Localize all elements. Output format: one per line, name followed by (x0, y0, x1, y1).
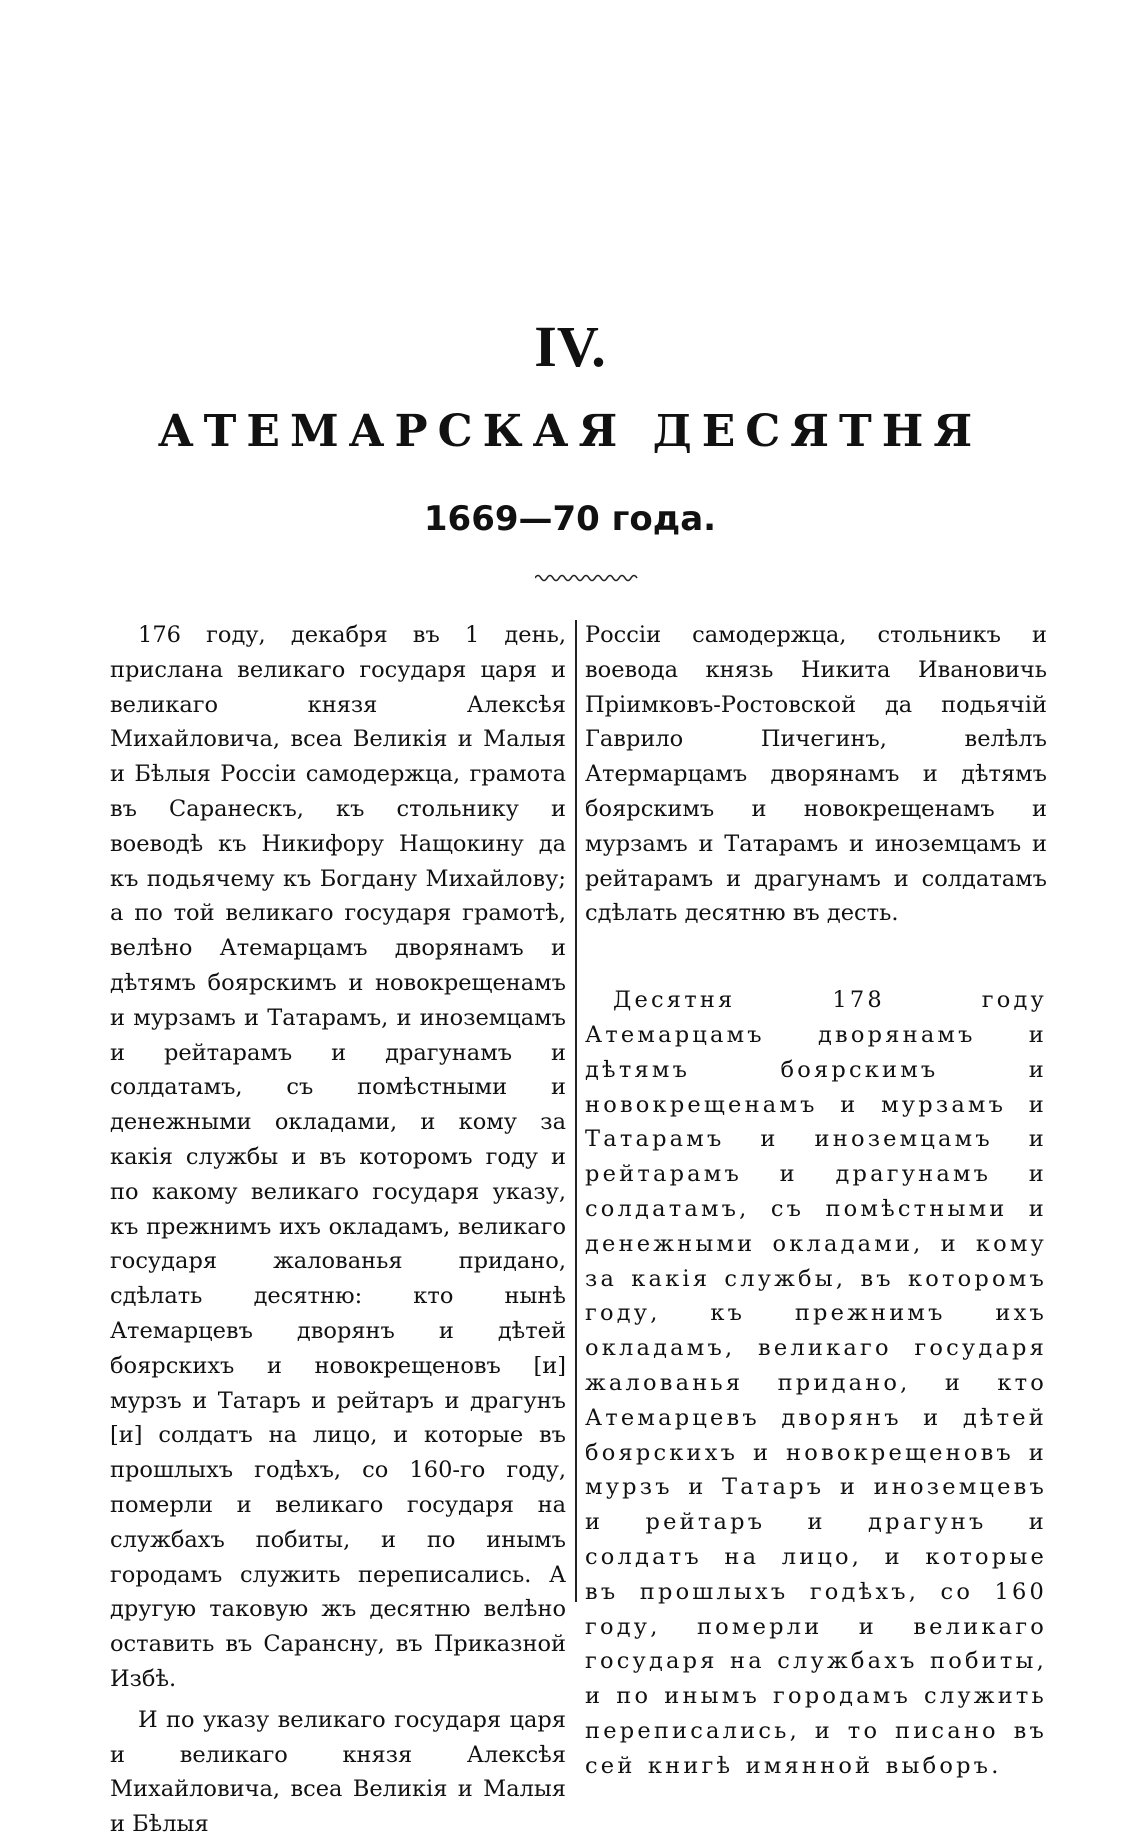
left-paragraph-1: 176 году, декабря въ 1 день, прислана великаго государя царя и великаго князя Алексѣя Михайловича, всеа Великія и Малыя и Бѣлыя Россіи самодержца, грамота въ Саранескъ, къ стольнику и воеводѣ къ Никифору Нащокину да къ подьячему къ Богдану Михайлову; а по той великаго государя грамотѣ, велѣно Атемарцамъ дворянамъ и дѣтямъ боярскимъ и новокрещенамъ и мурзамъ и Татарамъ, и иноземцамъ и рейтарамъ и драгунамъ и солдатамъ, съ помѣстными и денежными окладами, и кому за какія службы и въ которомъ году и по какому великаго государя указу, къ прежнимъ ихъ окладамъ, великаго государя жалованья придано, сдѣлать десятню: кто нынѣ Атемарцевъ дворянъ и дѣтей боярскихъ и новокрещеновъ [и] мурзъ и Татаръ и рейтаръ и драгунъ [и] солдатъ на лицо, и которые въ прошлыхъ годѣхъ, со 160-го году, померли и великаго государя на службахъ побиты, и по инымъ городамъ служить переписались. А другую таковую жъ десятню велѣно оставить въ Сарансну, въ Приказной Избѣ. (110, 622, 566, 1692)
left-paragraph-2: И по указу великаго государя царя и великаго князя Алексѣя Михайловича, всеа Великія и Малыя и Бѣлыя (110, 1706, 566, 1838)
chapter-number: IV. (534, 314, 606, 379)
right-paragraph-1: Россіи самодержца, стольникъ и воевода князь Никита Ивановичь Пріимковъ-Ростовской да подьячій Гаврило Пичегинъ, велѣлъ Атермарцамъ дворянамъ и дѣтямъ боярскимъ и новокрещенамъ и мурзамъ и Татарамъ и иноземцамъ и рейтарамъ и драгунамъ и солдатамъ сдѣлать десятню въ десть. (585, 622, 1047, 927)
chapter-year: 1669—70 года. (423, 499, 717, 539)
chapter-title: АТЕМАРСКАЯ ДЕСЯТНЯ (157, 406, 983, 457)
right-paragraph-2: Десятня 178 году Атемарцамъ дворянамъ и дѣтямъ боярскимъ и новокрещенамъ и мурзамъ и Татарамъ и иноземцамъ и рейтарамъ и драгунамъ и солдатамъ, съ помѣстными и денежными окладами, и кому за какія службы, въ которомъ году, къ прежнимъ ихъ окладамъ, великаго государя жалованья придано, и кто Атемарцевъ дворянъ и дѣтей боярскихъ и новокрещеновъ и мурзъ и Татаръ и иноземцевъ и рейтаръ и драгунъ и солдатъ на лицо, и которые въ прошлыхъ годѣхъ, со 160 году, померли и великаго государя на службахъ побиты, и по инымъ городамъ служить переписались, и то писано въ сей книгѣ имянной выборъ. (585, 987, 1047, 1779)
left-column (110, 618, 566, 1842)
wavy-ornament (535, 572, 639, 584)
right-column (585, 618, 1047, 1784)
column-divider (575, 620, 577, 1602)
